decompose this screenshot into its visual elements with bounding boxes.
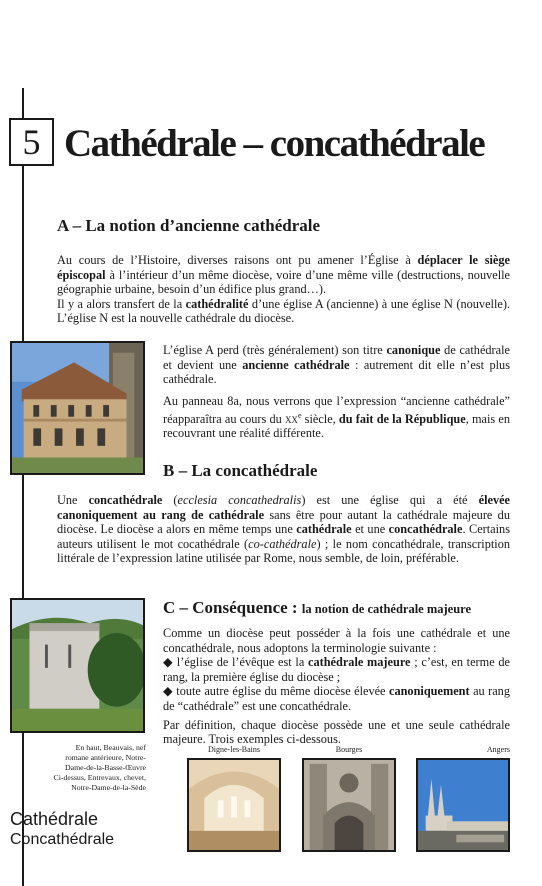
entrevaux-chevet-photo [10, 598, 145, 733]
beauvais-church-photo [10, 341, 145, 475]
angers-city-photo [416, 758, 510, 852]
section-a-heading: A – La notion d’ancienne cathédrale [57, 216, 321, 235]
section-b-paragraph: Une concathédrale (ecclesia concathedralis) est une église qui a été élevée canoniquement au rang de cathédrale sans être pour autant la cathédrale majeure du diocèse. Le diocèse a alors en même temps une cathédrale et une concathédrale. Certains auteurs utilisent le mot cocathédrale (co-cathédrale) ; le nom concathédrale, transcription littérale de l’expression latine utilisée par Rome, nous semble, de loin, préférable. [57, 493, 511, 566]
legend-concathedrale: Concathédrale [10, 831, 115, 848]
legend-cathedrale: Cathédrale [10, 809, 99, 829]
vertical-rule [22, 88, 24, 886]
example-label-angers: Angers [486, 745, 510, 754]
example-label-bourges: Bourges [335, 745, 363, 754]
panel-number-box [9, 118, 54, 166]
example-label-digne: Digne-les-Bains [208, 745, 260, 754]
section-a-paragraph-3: Au panneau 8a, nous verrons que l’expression “ancienne cathédrale” réapparaîtra au cours du $xx^e$ siècle, du fait de la République, mais en recouvrant une réalité différente. [163, 394, 510, 441]
section-c-conclusion: Par définition, chaque diocèse possède une et une seule cathédrale majeure. Trois exemples ci-dessous. [163, 717, 510, 747]
digne-interior-photo [187, 758, 281, 852]
bourges-facade-photo [302, 758, 396, 852]
section-a-paragraph-1: Au cours de l’Histoire, diverses raisons ont pu amener l’Église à déplacer le siège épiscopal à l’intérieur d’un même diocèse, voire d’une même ville (destructions, nouvelle géographie urbaine, besoin d’un édifice plus grand…). Il y a alors transfert de la cathédralité d’une église A (ancienne) à une église N (nouvelle). L’église N est la nouvelle cathédrale du diocèse. [57, 253, 510, 326]
section-c-intro: Comme un diocèse peut posséder à la fois une cathédrale et une concathédrale, nous adoptons la terminologie suivante : [163, 626, 510, 655]
section-c-heading: C – Conséquence : la notion de cathédrale majeure [163, 598, 472, 617]
panel-number: 5 [22, 122, 41, 162]
section-c-bullet-1: ◆ l’église de l’évêque est la cathédrale majeure ; c’est, en terme de rang, la première église du diocèse ; [163, 655, 510, 684]
photo-caption: En haut, Beauvais, nef romane antérieure, Notre- Dame-de-la-Basse-Œuvre Ci-dessus, Entrevaux, chevet, Notre-Dame-de-la-Sède [53, 743, 146, 792]
section-c-body [163, 626, 510, 747]
section-c-bullet-2: ◆ toute autre église du même diocèse élevée canoniquement au rang de “cathédrale” est une concathédrale. [163, 684, 510, 713]
page-title: Cathédrale – concathédrale [64, 122, 485, 165]
section-b-heading: B – La concathédrale [163, 461, 318, 480]
section-a-paragraph-2: L’église A perd (très généralement) son titre canonique de cathédrale et devient une ancienne cathédrale : autrement dit elle n’est plus cathédrale. [163, 343, 510, 387]
